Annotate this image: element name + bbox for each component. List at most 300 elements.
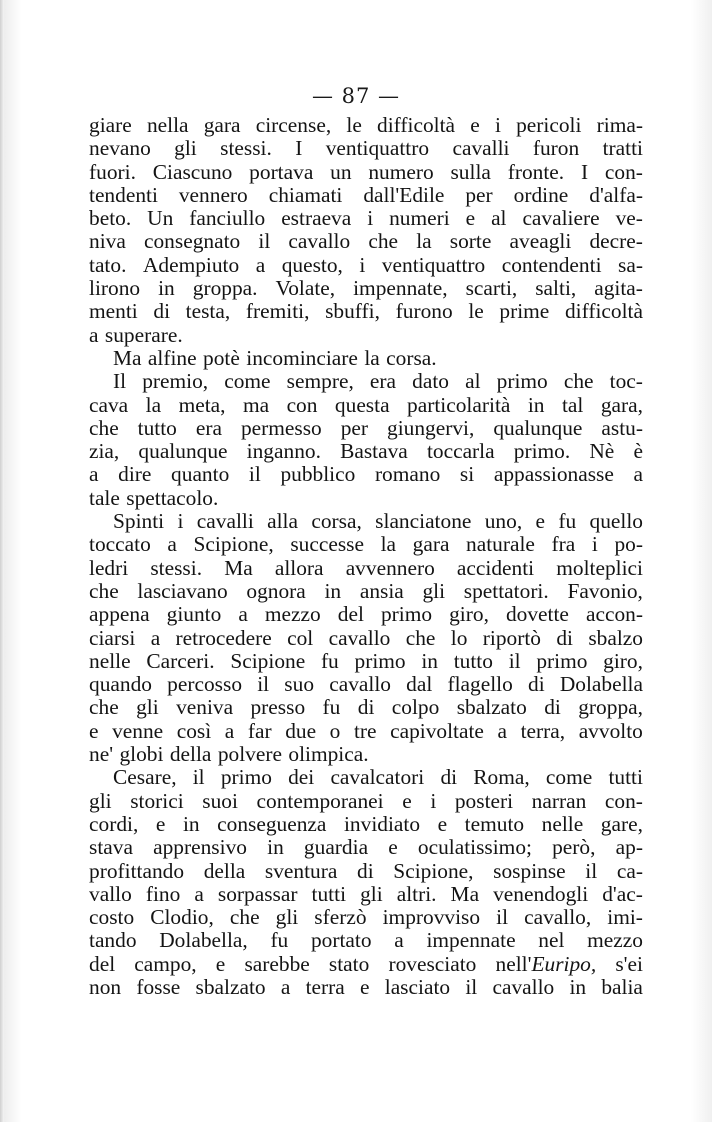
word: primo. [513, 439, 571, 464]
word: incominciare [246, 345, 358, 370]
word: stato [328, 951, 370, 976]
word: primo [220, 765, 272, 790]
word: con- [604, 788, 643, 813]
word: polvere [217, 742, 282, 767]
word: il [257, 672, 270, 697]
word: in [324, 578, 342, 603]
word: toccarla [426, 439, 495, 464]
word: un [330, 159, 352, 184]
word: balia [601, 974, 643, 999]
word: la [380, 532, 397, 557]
word: beto. [89, 206, 132, 231]
word: Il [113, 369, 127, 394]
word: appassionasse [493, 462, 614, 487]
word: aveagli [509, 229, 572, 254]
word: posteri [454, 788, 514, 813]
word: e [388, 835, 398, 860]
word: che [89, 695, 119, 720]
word: a [238, 602, 248, 627]
word: sorpassar [217, 881, 298, 906]
word: mezzo [587, 928, 643, 953]
word: a [194, 881, 204, 906]
text-line [89, 463, 643, 486]
word: e [470, 113, 480, 137]
word: contemporanei [256, 788, 384, 813]
text-line [89, 580, 643, 603]
word: invidiato [343, 811, 421, 836]
word: giare [89, 113, 132, 137]
word: prime [499, 299, 550, 324]
page-edge-shadow [0, 0, 4, 1122]
word: naturale [466, 532, 535, 557]
word: Spinti [113, 509, 165, 534]
text-line [89, 114, 643, 137]
word: veniva [176, 695, 234, 720]
text-line [89, 906, 643, 929]
word: che [563, 369, 594, 394]
word: Dolabella [559, 672, 643, 697]
word: sarebbe [244, 951, 310, 976]
word: cavalli [196, 509, 254, 534]
word: ansia [359, 578, 404, 603]
word: Bastava [340, 439, 408, 464]
word: di [528, 672, 545, 697]
word: che [89, 578, 119, 603]
word: ordine [513, 182, 569, 207]
text-line [89, 394, 643, 417]
word: questa [334, 392, 390, 417]
word: accidenti [456, 555, 535, 580]
word: che [405, 625, 436, 650]
word: fanciullo [189, 206, 266, 231]
word: a [255, 252, 266, 277]
page-number: — 87 — [311, 84, 401, 108]
word: sa- [618, 252, 643, 277]
word: gare, [600, 811, 643, 836]
word: i [177, 509, 184, 534]
word: uno, [484, 509, 523, 534]
word: il [248, 462, 261, 487]
word: fu [270, 928, 289, 953]
word: cavaliere [522, 206, 600, 231]
text-line [89, 650, 643, 673]
word: sbalzato [195, 974, 266, 999]
word: in [158, 276, 175, 301]
word: che [229, 905, 260, 930]
text-line [89, 184, 643, 207]
word: percosso [167, 672, 243, 697]
word: la [145, 392, 162, 417]
word: sbuffi, [325, 299, 380, 324]
word: costo [89, 905, 135, 930]
word: che [89, 415, 119, 440]
word: due [285, 718, 317, 743]
word: suoi [202, 788, 238, 813]
word: terra [305, 974, 345, 999]
word: fra [551, 532, 576, 557]
word: a [89, 322, 99, 347]
word: difficoltà [377, 113, 456, 137]
word: gli [174, 136, 197, 161]
text-line [89, 627, 643, 650]
word: Un [147, 206, 174, 231]
word: questo, [281, 252, 343, 277]
text-line [89, 161, 643, 184]
word: s'ei [615, 951, 643, 976]
word: Scipione [230, 648, 306, 673]
word: dovette [505, 602, 569, 627]
word: ledri [89, 555, 129, 580]
word: mezzo [264, 602, 321, 627]
text-line [89, 300, 643, 323]
word: fuori. [89, 159, 136, 184]
word: è [633, 439, 643, 464]
word: inganno. [246, 439, 321, 464]
word: qualunque [493, 415, 583, 440]
text-line [89, 137, 643, 160]
word: il [258, 229, 271, 254]
word: cordi, [89, 811, 139, 836]
word: oculatissimo; [417, 835, 532, 860]
text-line [89, 790, 643, 813]
text-line [89, 347, 643, 370]
word: terra, [520, 718, 566, 743]
word: ne' [89, 742, 114, 767]
word: le [346, 113, 362, 137]
text-line [89, 254, 643, 277]
word: del [337, 602, 364, 627]
text-line [89, 929, 643, 952]
word: ve- [615, 206, 643, 231]
word: corsa. [386, 345, 437, 370]
word: Scipione, [393, 858, 474, 883]
word: lo [450, 625, 468, 650]
word: pericoli [516, 113, 582, 137]
word: globi [119, 742, 164, 767]
word: stava [89, 835, 133, 860]
word: in [421, 648, 438, 673]
word: a [497, 718, 507, 743]
word: con- [604, 159, 643, 184]
word: dall'Edile [363, 182, 445, 207]
word: tutto [453, 648, 493, 673]
word: groppa. [192, 276, 258, 301]
word: in [182, 811, 200, 836]
word: zia, [89, 439, 120, 464]
word: vallo [89, 881, 132, 906]
word: rovesciato [388, 951, 477, 976]
word: gara, [600, 392, 643, 417]
word: scarti, [465, 276, 518, 301]
word: al [465, 369, 481, 394]
word: nel [538, 928, 565, 953]
word: quanto [171, 462, 230, 487]
word: presso [250, 695, 306, 720]
text-line [89, 557, 643, 580]
word: riportò [482, 625, 541, 650]
word: in [527, 392, 545, 417]
word: successe [290, 532, 364, 557]
word: difficoltà [564, 299, 643, 324]
word: fremiti, [245, 299, 310, 324]
word: ca- [616, 858, 643, 883]
text-line [89, 277, 643, 300]
word: nella [146, 113, 189, 137]
text-line [89, 230, 643, 253]
word: contendenti [501, 252, 602, 277]
word: ventiquattro [325, 136, 430, 161]
word: sulla [450, 159, 491, 184]
body-text [89, 114, 643, 999]
word: Favonio, [567, 578, 643, 603]
word: ciarsi [89, 625, 136, 650]
word: fu [558, 509, 577, 534]
word: groppa, [578, 695, 643, 720]
word: o [329, 718, 341, 743]
word: per [340, 415, 369, 440]
word: storici [130, 788, 184, 813]
word: tutto [137, 415, 177, 440]
word: di [556, 625, 573, 650]
word: avvennero [345, 555, 435, 580]
word: po- [614, 532, 643, 557]
word: e [89, 718, 99, 743]
word: il [585, 858, 598, 883]
word: portato [310, 928, 372, 953]
word: in [569, 974, 587, 999]
word: Ciascuno [152, 159, 233, 184]
word: a [280, 974, 291, 999]
word: allora [274, 555, 324, 580]
word: cava [89, 392, 129, 417]
word: Ma [113, 345, 142, 370]
word: meta, [178, 392, 226, 417]
word: fu [320, 648, 339, 673]
word: di [440, 765, 458, 790]
word: accon- [585, 602, 643, 627]
word: i [359, 252, 366, 277]
text-line [89, 743, 643, 766]
word: sbalzato [456, 695, 527, 720]
text-line [89, 417, 643, 440]
word: di [153, 299, 171, 324]
word: menti [89, 299, 138, 324]
word: e [215, 951, 226, 976]
text-line [89, 487, 643, 510]
text-line [89, 953, 643, 976]
word: tando [89, 928, 137, 953]
word: olimpica. [288, 742, 369, 767]
word: apprensivo [153, 835, 247, 860]
word: premio, [142, 369, 209, 394]
word: sferzò [314, 905, 367, 930]
word: furono [395, 299, 453, 324]
word: ma [242, 392, 270, 417]
text-line [89, 836, 643, 859]
word: come [224, 369, 271, 394]
word: gara [412, 532, 450, 557]
word: tratti [602, 136, 643, 161]
word: tre [353, 718, 377, 743]
word: agita- [594, 276, 643, 301]
word: circense, [255, 113, 332, 137]
word: retrocedere [175, 625, 272, 650]
word: a [633, 462, 643, 487]
word: il [465, 974, 478, 999]
word: gli [136, 695, 159, 720]
word: nevano [89, 136, 151, 161]
word: lasciato [384, 974, 451, 999]
word: il [192, 765, 205, 790]
text-line [89, 603, 643, 626]
word: i [430, 788, 437, 813]
word: sospinse [493, 858, 566, 883]
word: slanciatone [375, 509, 472, 534]
word: a [224, 718, 235, 743]
word: numero [368, 159, 434, 184]
word: Scipione, [193, 532, 274, 557]
text-line [89, 673, 643, 696]
word: in [267, 835, 284, 860]
word: impennate, [353, 276, 448, 301]
word: fronte. [507, 159, 565, 184]
word: i [494, 113, 501, 137]
word: fosse [136, 974, 181, 999]
word: il [496, 905, 509, 930]
word: sorte [449, 229, 492, 254]
word: altri. [396, 881, 437, 906]
text-line [89, 440, 643, 463]
word: furon [532, 136, 580, 161]
word: tendenti [89, 182, 158, 207]
word: di [357, 695, 375, 720]
word: ognora [246, 578, 306, 603]
word: giunto [166, 602, 222, 627]
word: chiamati [268, 182, 343, 207]
word: flagello [447, 672, 513, 697]
word: temuto [464, 811, 525, 836]
word: giro, [603, 648, 643, 673]
word: così [176, 718, 212, 743]
word: gli [275, 905, 299, 930]
text-line [89, 766, 643, 789]
word: numeri [389, 206, 450, 231]
word: capivoltate [390, 718, 484, 743]
word: con [286, 392, 318, 417]
word: non [89, 974, 122, 999]
word: la [416, 229, 432, 254]
word: cavallo [288, 229, 351, 254]
word: far [247, 718, 272, 743]
text-line [89, 324, 643, 347]
word: sempre, [286, 369, 354, 394]
word: a [150, 625, 161, 650]
word: fu [322, 695, 341, 720]
word: a [167, 532, 177, 557]
word: I [295, 136, 303, 161]
word: gara [203, 113, 241, 137]
word: Ma [224, 555, 253, 580]
word: I [580, 159, 589, 184]
word: vennero [178, 182, 248, 207]
word: improvviso [382, 905, 481, 930]
word: corsa, [311, 509, 362, 534]
word: profittando [89, 858, 185, 883]
word: narran [531, 788, 587, 813]
word: nelle [89, 648, 131, 673]
text-line [89, 976, 643, 999]
word: era [369, 369, 397, 394]
word: tal [561, 392, 584, 417]
word: giro, [449, 602, 489, 627]
word: d'ac- [602, 881, 643, 906]
text-line [89, 860, 643, 883]
word: potè [203, 345, 240, 370]
word: Volate, [275, 276, 336, 301]
word: d'alfa- [589, 182, 643, 207]
word: alfine [147, 345, 197, 370]
word: Roma, [473, 765, 530, 790]
word: e [465, 206, 476, 231]
word: quello [589, 509, 643, 534]
word: primo [380, 602, 433, 627]
word: a [394, 928, 404, 953]
word: dal [406, 672, 433, 697]
word: colpo [391, 695, 440, 720]
word: Ma [450, 881, 480, 906]
word: dei [288, 765, 315, 790]
word: gli [360, 881, 383, 906]
italic-word: Euripo, [531, 951, 597, 976]
word: venendogli [493, 881, 589, 906]
word: ventiquattro [381, 252, 486, 277]
word: niva [89, 229, 126, 254]
word: fino [145, 881, 181, 906]
word: Cesare, [113, 765, 177, 790]
word: per [465, 182, 493, 207]
word: gli [422, 578, 446, 603]
word: guardia [303, 835, 369, 860]
word: della [203, 858, 246, 883]
word: Carceri. [146, 648, 215, 673]
word: testa, [185, 299, 231, 324]
word: col [287, 625, 314, 650]
word: ap- [615, 835, 643, 860]
word: nell'Euripo, [495, 951, 597, 976]
word: giungervi, [387, 415, 475, 440]
word: toc- [609, 369, 643, 394]
word: rima- [596, 113, 643, 137]
word: toccato [89, 532, 151, 557]
word: cavallo [328, 625, 391, 650]
word: i [367, 206, 374, 231]
word: venne [112, 718, 164, 743]
word: conseguenza [217, 811, 327, 836]
word: gli [89, 788, 112, 813]
word: si [459, 462, 475, 487]
word: spettacolo. [126, 485, 219, 510]
word: che [368, 229, 399, 254]
word: permesso [240, 415, 322, 440]
word: cavalcatori [330, 765, 425, 790]
text-line [89, 533, 643, 556]
word: portava [249, 159, 314, 184]
word: e [360, 974, 370, 999]
word: i [591, 532, 598, 557]
word: campo, [134, 951, 197, 976]
word: spettatori. [463, 578, 549, 603]
word: e [437, 811, 448, 836]
